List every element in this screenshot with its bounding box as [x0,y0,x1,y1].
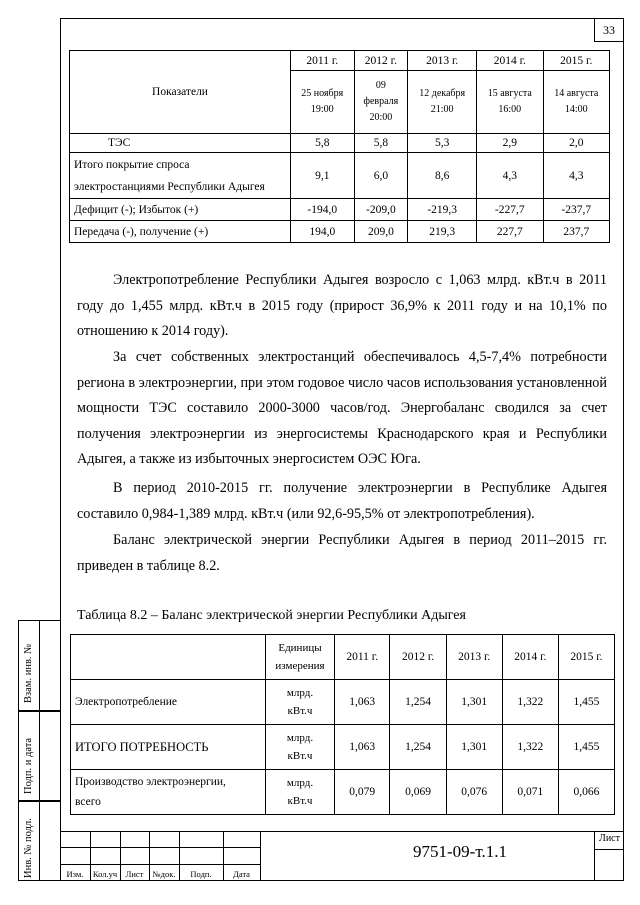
value-cell: -209,0 [354,199,408,221]
table-row [71,725,615,770]
value-cell: 5,3 [408,134,477,153]
year-header: 2012 г. [354,51,408,71]
row-label: Передача (-), получение (+) [70,221,291,243]
row-label: Итого покрытие спроса электростанциями Республики Адыгея [70,153,291,199]
value-cell: 1,455 [558,725,614,770]
table-row [70,134,610,153]
value-cell: -237,7 [543,199,609,221]
table-row [70,199,610,221]
page-number: 33 [594,19,623,42]
date-cell: 09 февраля 20:00 [354,71,408,134]
value-cell: 5,8 [354,134,408,153]
side-field-original-inv [18,801,60,881]
unit-cell: млрд. кВт.ч [266,680,335,725]
side-label: Подп. и дата [23,737,34,794]
value-cell: 237,7 [543,221,609,243]
value-cell: 0,076 [446,770,502,815]
table-caption: Таблица 8.2 – Баланс электрической энергии Республики Адыгея [77,608,466,623]
side-label: Взам. инв. № [23,643,34,703]
paragraph-import: В период 2010-2015 гг. получение электроэнергии в Республике Адыгея составило 0,984-1,389 млрд. кВт.ч (или 92,6-95,5% от электропотребления). [77,480,607,522]
year-header: 2014 г. [477,51,543,71]
document-number: 9751-09-т.1.1 [413,842,507,861]
value-cell: 2,0 [543,134,609,153]
table-energy-balance [70,634,615,815]
value-cell: 1,254 [390,680,446,725]
year-header: 2015 г. [558,635,614,680]
value-cell: 9,1 [291,153,355,199]
value-cell: 0,071 [502,770,558,815]
row-label: Дефицит (-); Избыток (+) [70,199,291,221]
value-cell: 4,3 [543,153,609,199]
row-label: ТЭС [70,134,291,153]
value-cell: 194,0 [291,221,355,243]
value-cell: 1,301 [446,725,502,770]
table-header-row [71,635,615,680]
unit-cell: млрд. кВт.ч [266,770,335,815]
value-cell: 5,8 [291,134,355,153]
value-cell: 4,3 [477,153,543,199]
value-cell: 1,322 [502,680,558,725]
value-cell: 0,066 [558,770,614,815]
value-cell: -227,7 [477,199,543,221]
year-header: 2013 г. [446,635,502,680]
side-label: Инв. № подл. [23,818,34,878]
table-row [70,221,610,243]
row-label: Электропотребление [71,680,266,725]
value-cell: 8,6 [408,153,477,199]
value-cell: -194,0 [291,199,355,221]
value-cell: 1,063 [335,725,390,770]
value-cell: 1,063 [335,680,390,725]
header-empty [71,635,266,680]
side-field-signature-date [18,711,60,801]
row-label: ИТОГО ПОТРЕБНОСТЬ [71,725,266,770]
date-cell: 25 ноября 19:00 [291,71,355,134]
value-cell: 6,0 [354,153,408,199]
paragraph-table-ref: Баланс электрической энергии Республики Адыгея в период 2011–2015 гг. приведен в таблице 8.2. [77,532,607,574]
title-block [60,831,624,881]
tb-col-label: Подп. [190,869,212,879]
value-cell: 0,079 [335,770,390,815]
year-header: 2014 г. [502,635,558,680]
header-units: Единицы измерения [266,635,335,680]
value-cell: 209,0 [354,221,408,243]
year-header: 2015 г. [543,51,609,71]
value-cell: 2,9 [477,134,543,153]
value-cell: -219,3 [408,199,477,221]
table-power-balance-hours [69,50,610,243]
value-cell: 1,254 [390,725,446,770]
unit-cell: млрд. кВт.ч [266,725,335,770]
tb-col-label: Изм. [66,869,84,879]
table-row [71,680,615,725]
value-cell: 0,069 [390,770,446,815]
paragraph-consumption: Электропотребление Республики Адыгея возросло с 1,063 млрд. кВт.ч в 2011 году до 1,455 млрд. кВт.ч в 2015 году (прирост 36,9% к 2011 году и на 10,1% по отношению к 2014 году). [77,272,607,339]
table-row [70,153,610,199]
sheet-label: Лист [599,833,620,844]
tb-col-label: Лист [125,869,144,879]
date-cell: 12 декабря 21:00 [408,71,477,134]
date-cell: 14 августа 14:00 [543,71,609,134]
date-cell: 15 августа 16:00 [477,71,543,134]
year-header: 2011 г. [291,51,355,71]
year-header: 2012 г. [390,635,446,680]
header-indicators: Показатели [70,51,291,134]
row-label: Производство электроэнергии, всего [71,770,266,815]
paragraph-own-generation: За счет собственных электростанций обеспечивалось 4,5-7,4% потребности региона в электроэнергии, при этом годовое число часов использования установленной мощности ТЭС составило 2000-3000 часов/год. Энергобаланс сводился за счет получения электроэнергии из энергосистемы Краснодарского края и Республики Адыгея, а также из избыточных энергосистем ОЭС Юга. [77,349,607,467]
value-cell: 219,3 [408,221,477,243]
value-cell: 227,7 [477,221,543,243]
side-field-replaced-inv [18,620,60,711]
table-row [71,770,615,815]
tb-col-label: Кол.уч [92,869,118,879]
tb-col-label: Дата [233,869,250,879]
year-header: 2011 г. [335,635,390,680]
year-header: 2013 г. [408,51,477,71]
value-cell: 1,301 [446,680,502,725]
value-cell: 1,455 [558,680,614,725]
value-cell: 1,322 [502,725,558,770]
tb-col-label: №док. [152,869,176,879]
